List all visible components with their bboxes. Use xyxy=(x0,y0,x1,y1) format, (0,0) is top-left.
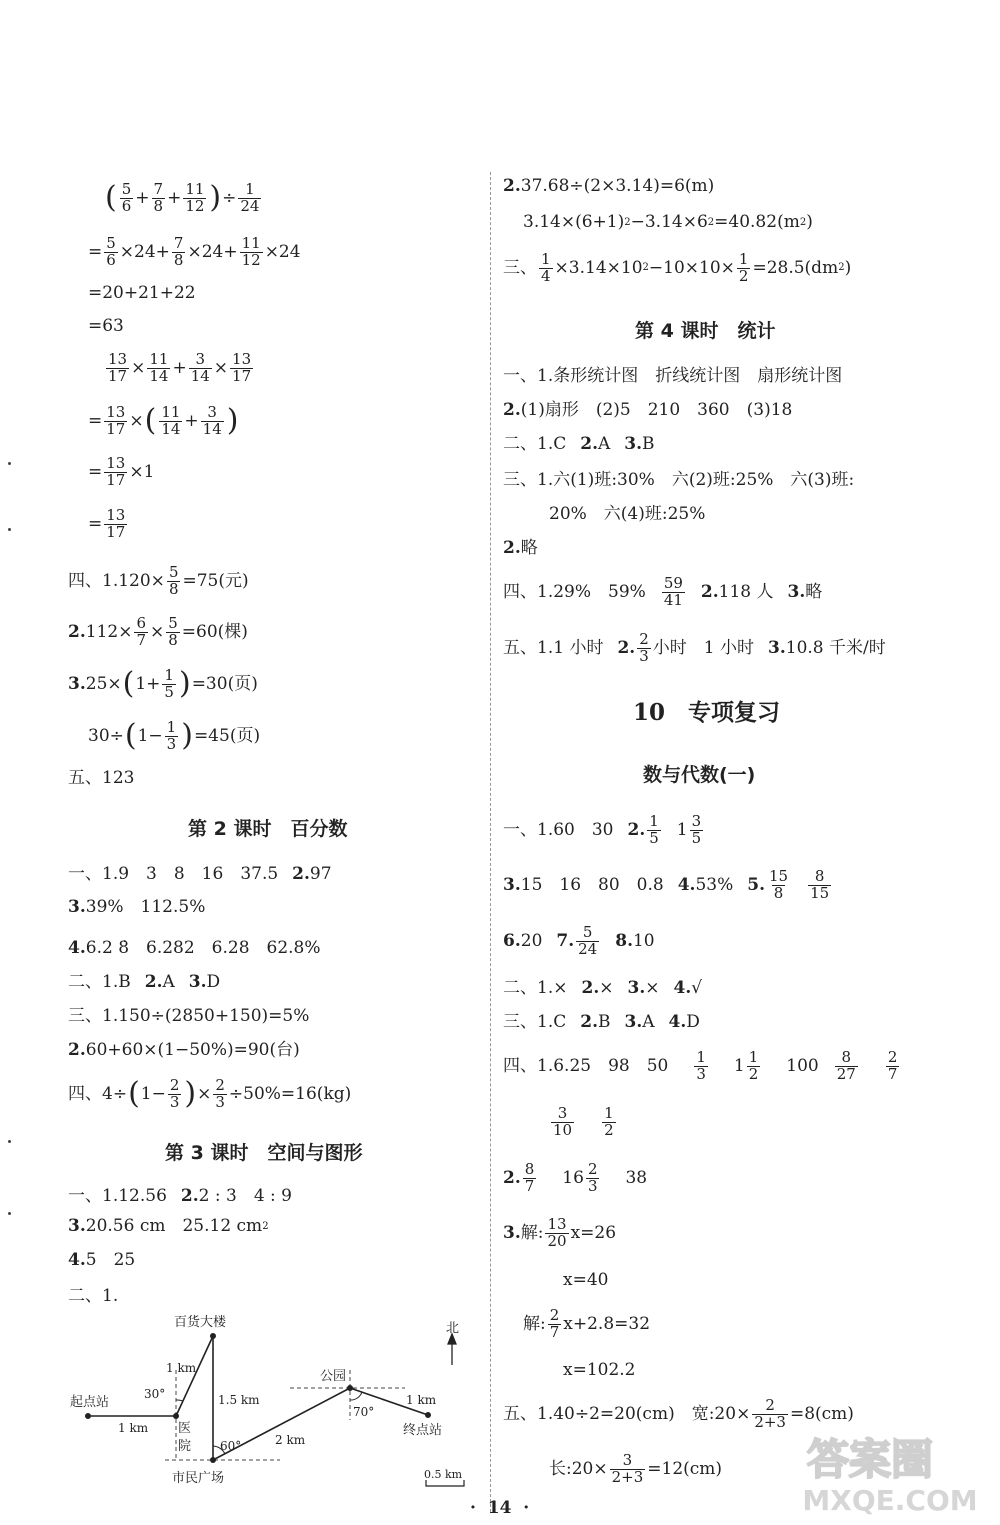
section-heading-4: 第 4 课时 统计 xyxy=(635,320,776,342)
watermark-logo xyxy=(760,1428,980,1518)
fraction: $\frac{7}{8}$ xyxy=(153,180,164,215)
fraction: $\frac{2}{3}$ xyxy=(215,1076,225,1111)
margin-dot xyxy=(8,1212,11,1215)
label-plaza: 市民广场 xyxy=(172,1471,225,1486)
h4-item-si: 四、1. 29% 59% $\frac{59}{41}$ 2. 118 人 3. 略 xyxy=(503,574,823,609)
watermark-text: 答案圈 xyxy=(806,1435,934,1484)
fraction: $\frac{1}{5}$ xyxy=(164,666,174,701)
h2-calc3: 四、4÷ ( 1− $\frac{2}{3}$ ) × $\frac{2}{3}$ ÷50%=16(kg) xyxy=(68,1076,352,1112)
fraction: $\frac{3}{5}$ xyxy=(691,812,702,847)
fraction: $\frac{5}{24}$ xyxy=(578,923,598,958)
d-item1b xyxy=(549,1106,618,1139)
a-item3: 3. 15 16 80 0.8 4. 53% 5. $\frac{15}{8}$ $\frac{8}{15}$ xyxy=(503,867,830,902)
chapter-heading: 10 专项复习 xyxy=(633,699,781,726)
hospital-point xyxy=(173,1413,179,1419)
fraction: $\frac{8}{27}$ xyxy=(836,1048,856,1083)
fraction: $\frac{2}{3}$ xyxy=(169,1076,180,1111)
b-judge: 二、1. × 2. × 3. × 4. √ xyxy=(503,978,703,998)
h3-item3: 3. 20.56 cm 25.12 cm 2 xyxy=(68,1216,269,1236)
h4-item-wu: 五、1. 1 小时 2. $\frac{2}{3}$ 小时 1 小时 3. 10.8 千米/时 xyxy=(503,630,886,665)
label-d4: 2 km xyxy=(275,1433,306,1447)
fraction: $\frac{11}{12}$ xyxy=(241,234,261,269)
a-item1: 一、1. 60 30 2. $\frac{1}{5}$ 1 $\frac{3}{5}$ xyxy=(503,812,702,847)
fraction: $\frac{13}{17}$ xyxy=(106,506,126,541)
fraction: $\frac{59}{41}$ xyxy=(663,574,683,609)
fraction: $\frac{3}{10}$ xyxy=(553,1104,573,1139)
calc2-line3: = $\frac{13}{17}$ ×1 xyxy=(88,454,155,489)
fraction: $\frac{1}{2}$ xyxy=(604,1104,614,1139)
e-item2: 长:20× $\frac{3}{2+3}$ =12(cm) xyxy=(549,1451,723,1486)
start-point xyxy=(85,1413,91,1419)
calc2-line4: = $\frac{13}{17}$ xyxy=(88,506,126,541)
label-end: 终点站 xyxy=(403,1423,443,1438)
h2-calc1: 三、1. 150÷(2850+150)=5% xyxy=(68,1006,310,1026)
calc1-line4: =63 xyxy=(88,316,124,336)
h4-calc1: 三、1. 六(1)班:30% 六(2)班:25% 六(3)班: xyxy=(503,470,855,490)
h2-item4: 4. 6.2 8̇ 6.282 6.28 62.8% xyxy=(68,938,321,958)
dept-point xyxy=(210,1333,216,1339)
label-a1: 30° xyxy=(144,1387,166,1401)
label-a3: 70° xyxy=(353,1405,375,1419)
fraction: $\frac{6}{7}$ xyxy=(136,614,146,649)
watermark-site: MXQE.COM xyxy=(802,1484,978,1517)
calc1-line3: =20+21+22 xyxy=(88,283,196,303)
fraction: $\frac{1}{3}$ xyxy=(696,1048,706,1083)
label-park: 公园 xyxy=(320,1369,347,1384)
label-d5: 1 km xyxy=(406,1393,437,1407)
route-map xyxy=(70,1310,490,1490)
calc2-line2: = $\frac{13}{17}$ × ( $\frac{11}{14}$ + $\frac{3}{14}$ ) xyxy=(88,403,239,439)
d-item3c: 解: $\frac{2}{7}$ x+2.8=32 xyxy=(523,1306,651,1341)
h3-item4: 4. 5 25 xyxy=(68,1250,136,1270)
r-item1: 2. 37.68÷(2×3.14)=6(m) xyxy=(503,176,715,196)
h4-calc1b: 20% 六(4)班:25% xyxy=(549,504,706,524)
h3-item1: 一、1. 12.56 2. 2 : 3 4 : 9 xyxy=(68,1186,292,1206)
margin-dot xyxy=(8,462,11,465)
fraction: $\frac{13}{17}$ xyxy=(106,403,126,438)
d-item3d: x=102.2 xyxy=(563,1360,636,1380)
fraction: $\frac{2}{7}$ xyxy=(887,1048,898,1083)
fraction: $\frac{13}{17}$ xyxy=(108,350,128,385)
h4-item1: 一、1. 条形统计图 折线统计图 扇形统计图 xyxy=(503,366,843,386)
fraction: $\frac{3}{14}$ xyxy=(202,403,222,438)
route-segment xyxy=(176,1336,213,1416)
page-number: · 14 · xyxy=(470,1498,530,1518)
plaza-point xyxy=(210,1457,216,1463)
h2-item3: 3. 39% 112.5% xyxy=(68,897,206,917)
fraction: $\frac{1}{5}$ xyxy=(649,812,659,847)
fraction: $\frac{5}{6}$ xyxy=(121,180,132,215)
label-north: 北 xyxy=(446,1321,460,1336)
c-choice: 三、1. C 2. B 3. A 4. D xyxy=(503,1012,700,1032)
r-item2: 3.14×(6+1) 2 −3.14×6 2 =40.82(m 2 ) xyxy=(523,212,813,232)
h3-item-er: 二、1. xyxy=(68,1286,119,1306)
fraction: $\frac{7}{8}$ xyxy=(173,234,184,269)
label-a2: 60° xyxy=(220,1439,242,1453)
margin-dot xyxy=(8,1140,11,1143)
label-d1: 1 km xyxy=(166,1361,197,1375)
margin-dot xyxy=(8,528,11,531)
label-d3: 1.5 km xyxy=(218,1393,260,1407)
fraction: $\frac{11}{14}$ xyxy=(149,350,169,385)
label-scale: 0.5 km xyxy=(424,1468,463,1481)
d-item3b: x=40 xyxy=(563,1270,609,1290)
e-item1: 五、1. 40÷2=20(cm) 宽:20× $\frac{2}{2+3}$ =8(cm) xyxy=(503,1396,854,1431)
a-item6: 6. 20 7. $\frac{5}{24}$ 8. 10 xyxy=(503,923,655,958)
fraction: $\frac{5}{6}$ xyxy=(106,234,116,269)
label-start: 起点站 xyxy=(70,1395,110,1410)
label-dept: 百货大楼 xyxy=(174,1315,227,1330)
fraction: $\frac{11}{14}$ xyxy=(161,403,181,438)
label-hospital-2: 院 xyxy=(178,1439,192,1454)
angle-arc xyxy=(350,1392,362,1400)
s5-answer: 五、123 xyxy=(68,768,135,788)
s4-item3b: 30÷ ( 1− $\frac{1}{3}$ ) =45(页) xyxy=(88,718,261,754)
d-item1: 四、1. 6.25 98 50 $\frac{1}{3}$ 1 $\frac{1}{2}$ 100 $\frac{8}{27}$ $\frac{2}{7}$ xyxy=(503,1048,898,1083)
r-item3: 三、 $\frac{1}{4}$ ×3.14×10 2 −10×10× $\frac{1}{2}$ =28.5(dm 2 ) xyxy=(503,250,852,285)
fraction: $\frac{8}{7}$ xyxy=(524,1160,535,1195)
section-heading-2: 第 2 课时 百分数 xyxy=(188,818,348,840)
fraction: $\frac{1}{2}$ xyxy=(738,250,749,285)
h4-calc2: 2. 略 xyxy=(503,538,538,558)
fraction: $\frac{2}{3}$ xyxy=(587,1160,598,1195)
fraction: $\frac{13}{17}$ xyxy=(106,454,126,489)
fraction: $\frac{15}{8}$ xyxy=(768,867,789,902)
calc1-line2: = $\frac{5}{6}$ ×24+ $\frac{7}{8}$ ×24+ $\frac{11}{12}$ ×24 xyxy=(88,234,301,269)
h2-item1: 一、1. 9 3 8 16 37.5 2. 97 xyxy=(68,864,332,884)
s4-item3: 3. 25× ( 1+ $\frac{1}{5}$ ) =30(页) xyxy=(68,666,258,702)
fraction: $\frac{5}{8}$ xyxy=(168,614,178,649)
d-item3: 3. 解: $\frac{13}{20}$ x=26 xyxy=(503,1215,617,1250)
h4-choice: 二、1. C 2. A 3. B xyxy=(503,434,655,454)
fraction: $\frac{3}{14}$ xyxy=(190,350,210,385)
h4-item2: 2. (1)扇形 (2)5 210 360 (3)18 xyxy=(503,400,793,420)
fraction: $\frac{1}{2}$ xyxy=(748,1048,759,1083)
section-heading-3: 第 3 课时 空间与图形 xyxy=(165,1142,363,1164)
fraction: $\frac{2}{2+3}$ xyxy=(754,1396,786,1431)
fraction: $\frac{8}{15}$ xyxy=(810,867,830,902)
subsection-heading: 数与代数(一) xyxy=(643,764,756,786)
d-item2: 2. $\frac{8}{7}$ 16 $\frac{2}{3}$ 38 xyxy=(503,1160,648,1195)
end-point xyxy=(425,1412,431,1418)
h2-calc2: 2. 60+60×(1−50%)=90(台) xyxy=(68,1040,300,1060)
fraction: $\frac{1}{3}$ xyxy=(166,718,177,753)
label-hospital: 医 xyxy=(178,1421,192,1436)
fraction: $\frac{13}{20}$ xyxy=(547,1215,567,1250)
fraction: $\frac{2}{3}$ xyxy=(639,630,649,665)
fraction: $\frac{13}{17}$ xyxy=(232,350,252,385)
fraction: $\frac{11}{12}$ xyxy=(185,180,205,215)
calc2-line1: $\frac{13}{17}$ × $\frac{11}{14}$ + $\frac{3}{14}$ × $\frac{13}{17}$ xyxy=(108,350,252,385)
angle-arc xyxy=(176,1400,183,1401)
fraction: $\frac{5}{8}$ xyxy=(168,563,179,598)
s4-item1: 四、1. 120× $\frac{5}{8}$ =75(元) xyxy=(68,563,249,598)
fraction: $\frac{3}{2+3}$ xyxy=(611,1451,644,1486)
fraction: $\frac{1}{24}$ xyxy=(240,180,260,215)
column-divider xyxy=(490,172,491,1512)
park-point xyxy=(347,1385,353,1391)
fraction: $\frac{2}{7}$ xyxy=(549,1306,560,1341)
label-d2: 1 km xyxy=(118,1421,149,1435)
s4-item2: 2. 112× $\frac{6}{7}$ × $\frac{5}{8}$ =60(棵) xyxy=(68,614,248,649)
fraction: $\frac{1}{4}$ xyxy=(541,250,551,285)
calc1-line1: ( $\frac{5}{6}$ + $\frac{7}{8}$ + $\frac{11}{12}$ ) ÷ $\frac{1}{24}$ xyxy=(105,180,260,216)
h2-choice: 二、1. B 2. A 3. D xyxy=(68,972,221,992)
